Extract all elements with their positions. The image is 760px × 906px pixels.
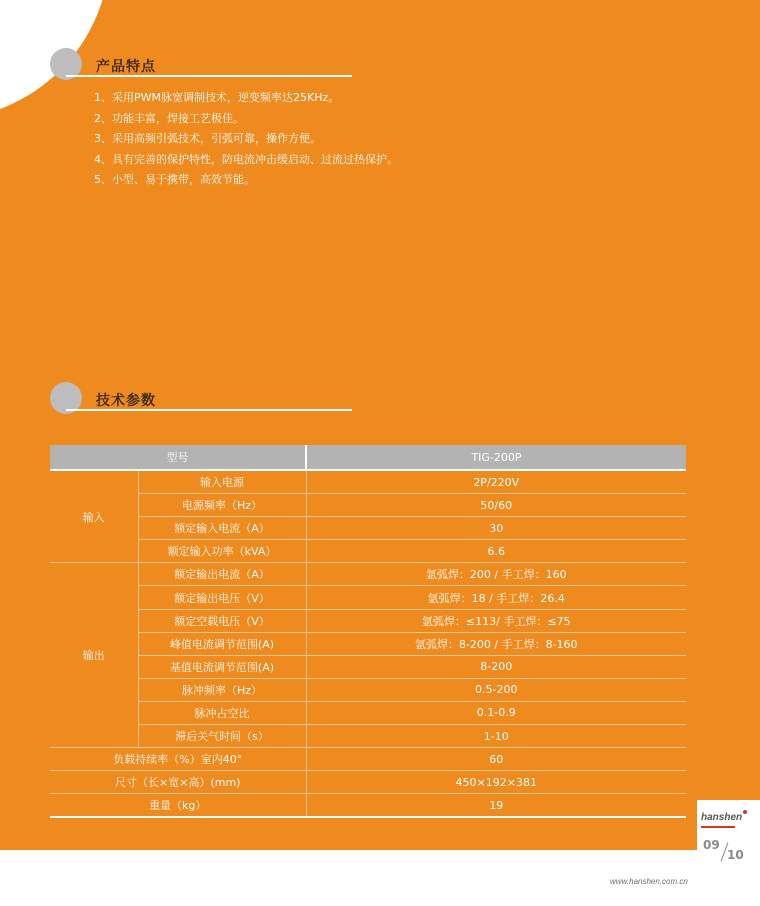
param-value: 6.6 (306, 540, 686, 563)
param-value: 氩弧焊：≤113/ 手工焊：≤75 (306, 609, 686, 632)
param-label: 输入电源 (138, 470, 306, 494)
param-value: 30 (306, 517, 686, 540)
param-value: 氩弧焊：8-200 / 手工焊：8-160 (306, 632, 686, 655)
page-total: 10 (727, 848, 744, 862)
features-title: 产品特点 (96, 59, 156, 75)
logo-underline (701, 826, 735, 828)
param-label: 脉冲频率（Hz） (138, 678, 306, 701)
table-row (50, 494, 686, 517)
group-output-label: 输出 (50, 563, 138, 748)
table-row (50, 632, 686, 655)
table-header-row (50, 445, 686, 470)
table-row (50, 586, 686, 609)
specs-table (50, 445, 686, 818)
brand-logo: hanshen (701, 812, 743, 823)
model-label: 型号 (50, 445, 306, 470)
table-row (50, 470, 686, 494)
param-label: 滞后关气时间（s） (138, 725, 306, 748)
features-list (94, 88, 398, 191)
param-value: 19 (306, 794, 686, 818)
param-value: 氩弧焊：18 / 手工焊：26.4 (306, 586, 686, 609)
param-label: 负载持续率（%）室内40° (50, 748, 306, 771)
table-row (50, 517, 686, 540)
param-label: 额定空载电压（V） (138, 609, 306, 632)
table-row (50, 655, 686, 678)
param-label: 额定输入功率（kVA） (138, 540, 306, 563)
model-name: TIG-200P (306, 445, 686, 470)
param-label: 尺寸（长×宽×高）(mm) (50, 771, 306, 794)
page-current: 09 (703, 838, 720, 852)
group-input-label: 输入 (50, 470, 138, 563)
feature-item: 2、功能丰富，焊接工艺极佳。 (94, 111, 244, 125)
param-label: 峰值电流调节范围(A) (138, 632, 306, 655)
param-value: 60 (306, 748, 686, 771)
param-value: 8-200 (306, 655, 686, 678)
param-label: 基值电流调节范围(A) (138, 655, 306, 678)
website-url: www.hanshen.com.cn (610, 877, 688, 886)
param-label: 额定输出电流（A） (138, 563, 306, 586)
table-row (50, 725, 686, 748)
param-label: 电源频率（Hz） (138, 494, 306, 517)
specs-header (50, 382, 352, 416)
param-value: 0.5-200 (306, 678, 686, 701)
param-value: 氩弧焊：200 / 手工焊：160 (306, 563, 686, 586)
feature-item: 1、采用PWM脉宽调制技术，逆变频率达25KHz。 (94, 91, 340, 104)
param-label: 额定输出电压（V） (138, 586, 306, 609)
param-value: 2P/220V (306, 470, 686, 494)
param-label: 重量（kg） (50, 794, 306, 818)
feature-item: 5、小型、易于携带，高效节能。 (94, 173, 255, 186)
table-row (50, 771, 686, 794)
feature-item: 4、具有完善的保护特性，防电流冲击缓启动、过流过热保护。 (94, 152, 398, 166)
param-value: 0.1-0.9 (306, 701, 686, 724)
param-value: 450×192×381 (306, 771, 686, 794)
param-value: 1-10 (306, 725, 686, 748)
brand-tab (697, 800, 760, 872)
param-value: 50/60 (306, 494, 686, 517)
table-row (50, 794, 686, 818)
specs-title: 技术参数 (96, 393, 156, 409)
param-label: 额定输入电流（A） (138, 517, 306, 540)
features-header (50, 48, 352, 82)
table-row (50, 609, 686, 632)
param-label: 脉冲占空比 (138, 701, 306, 724)
feature-item: 3、采用高频引弧技术，引弧可靠，操作方便。 (94, 132, 321, 145)
table-row (50, 540, 686, 563)
table-row (50, 748, 686, 771)
logo-dot-icon (743, 810, 747, 814)
table-row (50, 678, 686, 701)
table-row (50, 701, 686, 724)
table-row (50, 563, 686, 586)
